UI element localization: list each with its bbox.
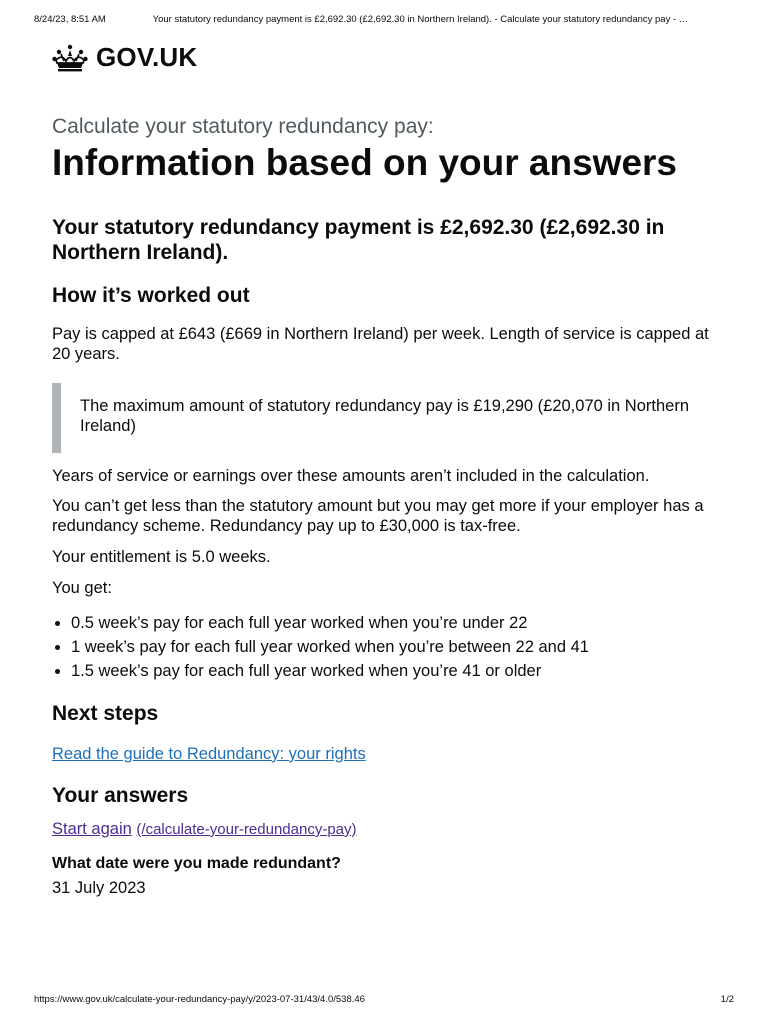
page-title: Information based on your answers <box>52 142 678 184</box>
start-again-link[interactable]: Start again <box>52 819 132 838</box>
result-statement: Your statutory redundancy payment is £2,692.30 (£2,692.30 in Northern Ireland). <box>52 215 665 264</box>
print-footer <box>34 994 734 1005</box>
weeks-pay-list <box>52 611 720 683</box>
govuk-header[interactable] <box>52 42 197 73</box>
print-url: https://www.gov.uk/calculate-your-redundancy-pay/y/2023-07-31/43/4.0/538.46 <box>34 994 365 1005</box>
heading-how-worked-out: How it’s worked out <box>52 284 250 308</box>
main-content <box>52 114 720 898</box>
govuk-logotype[interactable]: GOV.UK <box>96 42 198 72</box>
page-caption: Calculate your statutory redundancy pay: <box>52 115 434 138</box>
pay-capped-text: Pay is capped at £643 (£669 in Northern Ireland) per week. Length of service is capped at 20 years. <box>52 325 709 364</box>
heading-your-answers: Your answers <box>52 783 189 807</box>
crown-icon <box>52 44 88 72</box>
print-date: 8/24/23, 8:51 AM <box>34 14 106 25</box>
list-item: • 1 week’s pay for each full year worked when you’re between 22 and 41 <box>71 635 720 659</box>
you-get-text: You get: <box>52 578 112 597</box>
print-header <box>34 14 734 25</box>
inset-text: The maximum amount of statutory redundancy pay is £19,290 (£20,070 in Northern Ireland) <box>52 383 720 453</box>
list-item: • 1.5 week’s pay for each full year worked when you’re 41 or older <box>71 659 720 683</box>
start-again-href: (/calculate-your-redundancy-pay) <box>136 820 357 838</box>
years-service-text: Years of service or earnings over these amounts aren’t included in the calculation. <box>52 466 650 485</box>
answer-value: 31 July 2023 <box>52 878 146 897</box>
redundancy-guide-link[interactable]: Read the guide to Redundancy: your rights <box>52 744 366 763</box>
answer-question: What date were you made redundant? <box>52 854 341 872</box>
list-item: • 0.5 week’s pay for each full year worked when you’re under 22 <box>71 611 720 635</box>
start-again-line <box>52 820 720 839</box>
statutory-minimum-text: You can’t get less than the statutory amount but you may get more if your employer has a redundancy scheme. Redundancy pay up to £30,000 is tax-free. <box>52 497 704 536</box>
print-page-number: 1/2 <box>720 994 734 1005</box>
heading-next-steps: Next steps <box>52 701 159 725</box>
print-page-title: Your statutory redundancy payment is £2,692.30 (£2,692.30 in Northern Ireland). - Calculate your statutory redundancy pay - … <box>152 14 689 25</box>
entitlement-text: Your entitlement is 5.0 weeks. <box>52 547 271 566</box>
